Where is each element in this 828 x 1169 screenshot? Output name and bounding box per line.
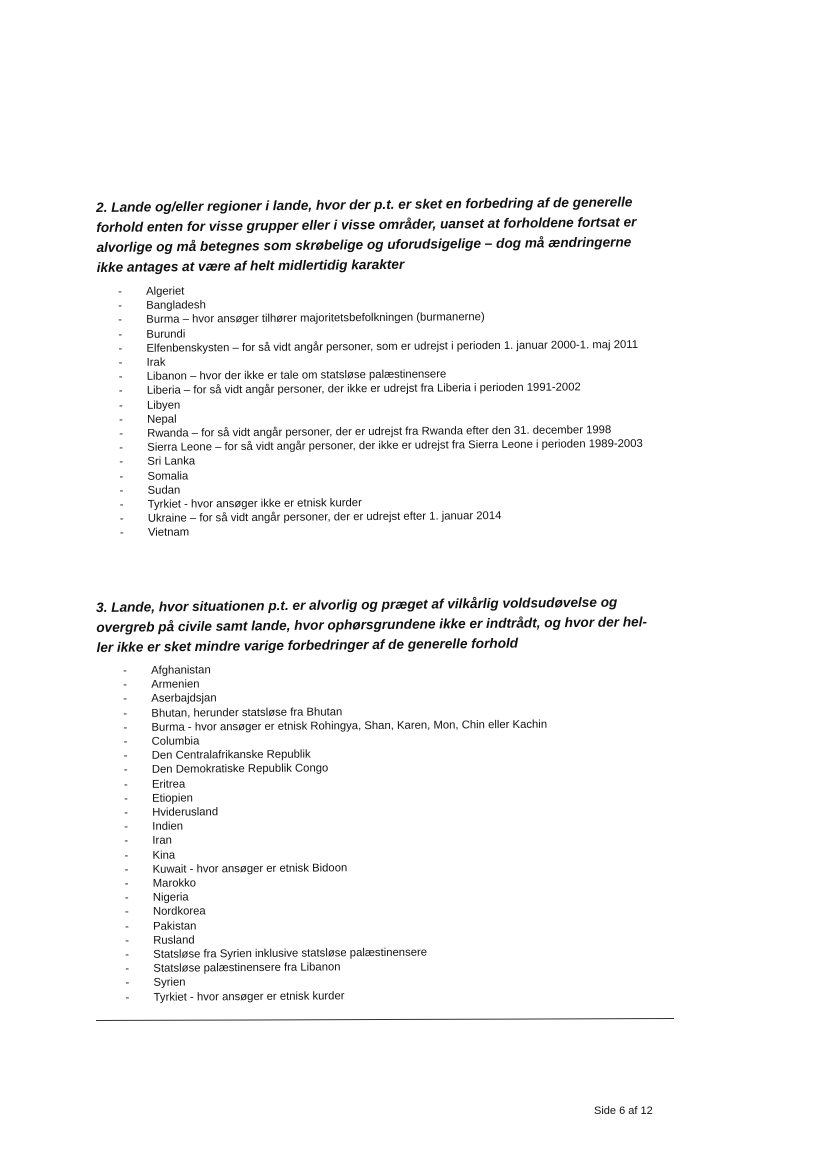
- list-item: - Somalia: [119, 465, 664, 483]
- page-number: Side 6 af 12: [594, 1105, 653, 1117]
- list-item: - Nepal: [119, 409, 664, 427]
- list-item: - Ukraine – for så vidt angår personer, der er udrejst efter 1. januar 2014: [120, 508, 665, 526]
- list-item: - Vietnam: [120, 522, 665, 540]
- list-item: - Den Demokratiske Republik Congo: [124, 759, 644, 777]
- list-item: - Hviderusland: [124, 802, 644, 820]
- list-item: - Elfenbenskysten – for så vidt angår personer, som er udrejst i perioden 1. januar 2000-1. maj 2011: [118, 338, 663, 356]
- heading-line: 2. Lande og/eller regioner i lande, hvor der p.t. er sket en forbedring af de generelle: [96, 194, 633, 215]
- list-item: - Bangladesh: [118, 295, 663, 313]
- list-item: - Tyrkiet - hvor ansøger er etnisk kurder: [126, 987, 646, 1005]
- section-2-country-list: [118, 281, 665, 541]
- list-item: - Burma - hvor ansøger er etnisk Rohingya, Shan, Karen, Mon, Chin eller Kachin: [123, 717, 643, 735]
- section-2-heading: [96, 192, 657, 278]
- list-item: - Algeriet: [118, 281, 663, 299]
- list-item: - Indien: [124, 816, 644, 834]
- heading-line: 3. Lande, hvor situationen p.t. er alvorlig og præget af vilkårlig voldsudøvelse og: [96, 594, 618, 615]
- heading-line: forhold enten for visse grupper eller i visse områder, uanset at forholdene fortsat er: [96, 214, 637, 235]
- section-3-country-list: [123, 660, 646, 1005]
- list-item: - Sierra Leone – for så vidt angår personer, der ikke er udrejst fra Sierra Leone i perioden 1989-2003: [119, 437, 664, 455]
- list-item: - Kuwait - hvor ansøger er etnisk Bidoon: [125, 859, 645, 877]
- list-item: - Burundi: [118, 323, 663, 341]
- heading-line: alvorlige og må betegnes som skrøbelige og uforudsigelige – dog må ændringerne: [96, 234, 632, 255]
- list-item: - Rusland: [125, 930, 645, 948]
- list-item: - Armenien: [123, 674, 643, 692]
- list-item: - Etiopien: [124, 788, 644, 806]
- list-item: - Kina: [124, 845, 644, 863]
- list-item: - Columbia: [124, 731, 644, 749]
- list-item: - Sri Lanka: [119, 451, 664, 469]
- list-item: - Irak: [119, 352, 664, 370]
- list-item: - Iran: [124, 830, 644, 848]
- heading-line: ler ikke er sket mindre varige forbedringer af de generelle forhold: [96, 635, 519, 655]
- heading-line: ikke antages at være af helt midlertidig karakter: [96, 256, 405, 275]
- list-item: - Statsløse palæstinensere fra Libanon: [125, 958, 645, 976]
- list-item: - Aserbajdsjan: [123, 688, 643, 706]
- list-item: - Pakistan: [125, 916, 645, 934]
- list-item: - Den Centralafrikanske Republik: [124, 745, 644, 763]
- list-item: - Syrien: [125, 972, 645, 990]
- list-item: - Liberia – for så vidt angår personer, der ikke er udrejst fra Liberia i perioden 1991-2002: [119, 380, 664, 398]
- section-3-heading: [96, 592, 657, 658]
- footer-divider: [96, 1018, 674, 1021]
- list-item: - Tyrkiet - hvor ansøger ikke er etnisk kurder: [120, 494, 665, 512]
- list-item: - Libanon – hvor der ikke er tale om statsløse palæstinensere: [119, 366, 664, 384]
- list-item: - Statsløse fra Syrien inklusive statsløse palæstinensere: [125, 944, 645, 962]
- list-item: - Marokko: [125, 873, 645, 891]
- list-item: - Afghanistan: [123, 660, 643, 678]
- list-item: - Libyen: [119, 394, 664, 412]
- list-item: - Eritrea: [124, 774, 644, 792]
- list-item: - Rwanda – for så vidt angår personer, der er udrejst fra Rwanda efter den 31. december 1998: [119, 423, 664, 441]
- list-item: - Bhutan, herunder statsløse fra Bhutan: [123, 703, 643, 721]
- heading-line: overgreb på civile samt lande, hvor ophørsgrundene ikke er indtrådt, og hvor der hel-: [96, 614, 648, 635]
- list-item: - Nordkorea: [125, 901, 645, 919]
- list-item: - Burma – hvor ansøger tilhører majoritetsbefolkningen (burmanerne): [118, 309, 663, 327]
- list-item: - Sudan: [120, 480, 665, 498]
- list-item: - Nigeria: [125, 887, 645, 905]
